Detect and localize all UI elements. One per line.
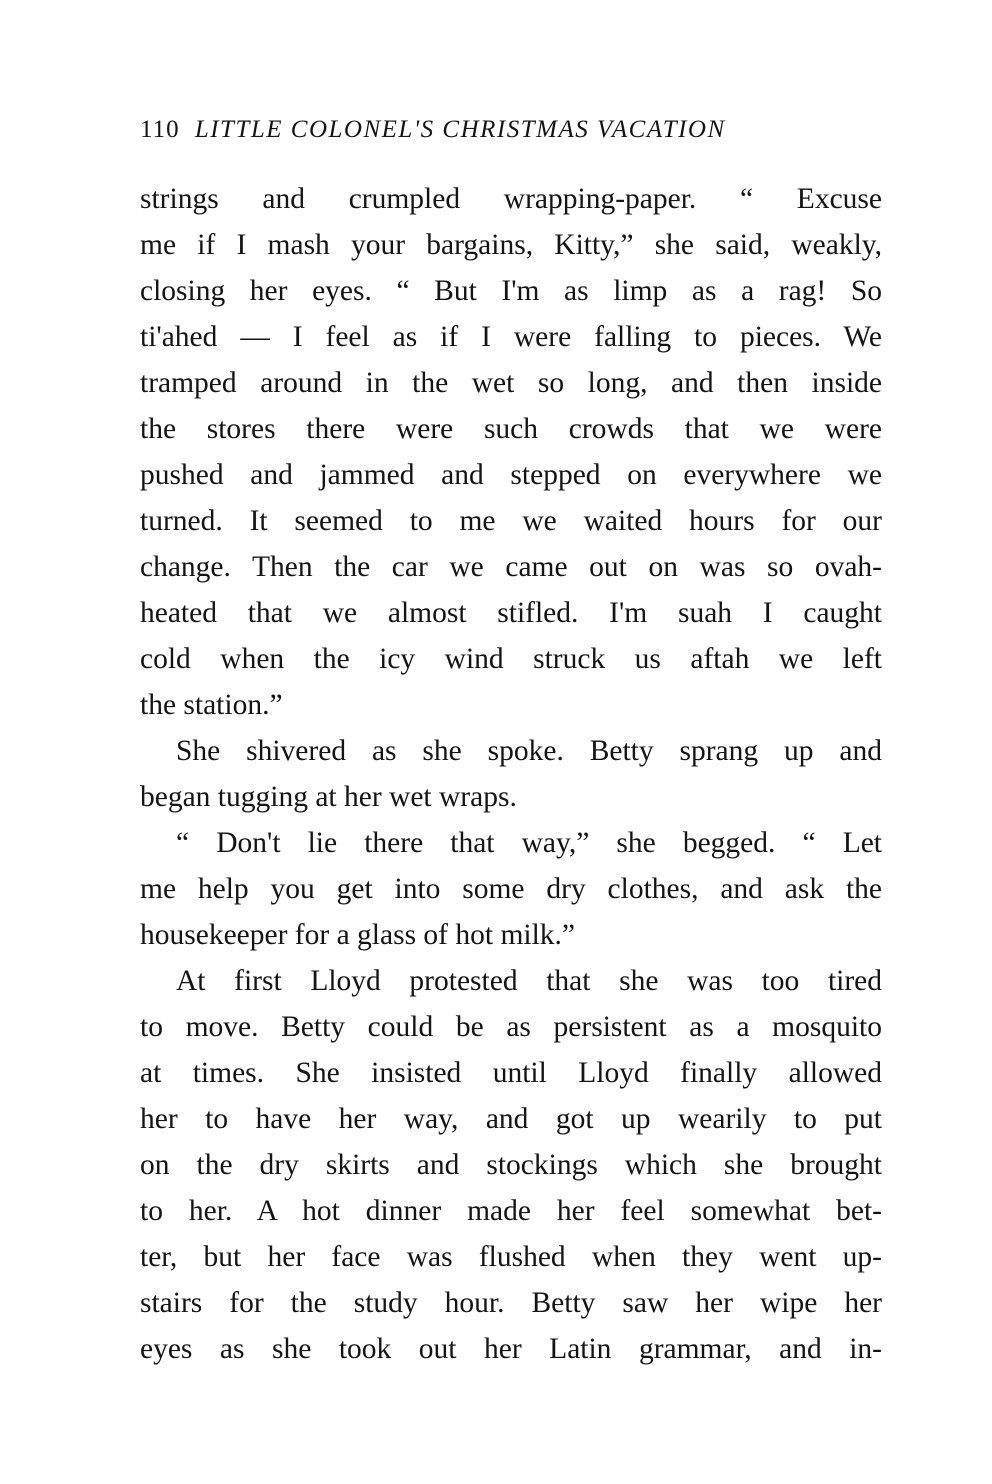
text-line: heated that we almost stifled. I'm suah I caught bbox=[140, 597, 882, 629]
text-line: the station.” bbox=[140, 689, 283, 721]
text-line: strings and crumpled wrapping-paper. “ Excuse bbox=[140, 183, 882, 215]
text-line: housekeeper for a glass of hot milk.” bbox=[140, 919, 575, 951]
text-line: “ Don't lie there that way,” she begged. “ Let bbox=[176, 827, 882, 859]
text-line: her to have her way, and got up wearily to put bbox=[140, 1103, 882, 1135]
page-header bbox=[140, 114, 880, 146]
text-line: ter, but her face was flushed when they went up- bbox=[140, 1241, 882, 1273]
text-line: cold when the icy wind struck us aftah we left bbox=[140, 643, 882, 675]
text-line: on the dry skirts and stockings which she brought bbox=[140, 1149, 882, 1181]
text-line: closing her eyes. “ But I'm as limp as a rag! So bbox=[140, 275, 882, 307]
text-line: ti'ahed — I feel as if I were falling to pieces. We bbox=[140, 321, 882, 353]
text-line: stairs for the study hour. Betty saw her wipe her bbox=[140, 1287, 882, 1319]
text-line: She shivered as she spoke. Betty sprang up and bbox=[176, 735, 882, 767]
text-line: eyes as she took out her Latin grammar, and in- bbox=[140, 1333, 882, 1365]
text-line: to move. Betty could be as persistent as a mosquito bbox=[140, 1011, 882, 1043]
page-number: 110 bbox=[140, 116, 180, 143]
text-line: tramped around in the wet so long, and then inside bbox=[140, 367, 882, 399]
running-title: LITTLE COLONEL'S CHRISTMAS VACATION bbox=[194, 116, 726, 143]
text-line: at times. She insisted until Lloyd finally allowed bbox=[140, 1057, 882, 1089]
text-line: turned. It seemed to me we waited hours for our bbox=[140, 505, 882, 537]
text-line: the stores there were such crowds that we were bbox=[140, 413, 882, 445]
text-line: me help you get into some dry clothes, and ask the bbox=[140, 873, 882, 905]
text-line: began tugging at her wet wraps. bbox=[140, 781, 517, 813]
text-line: At first Lloyd protested that she was too tired bbox=[176, 965, 882, 997]
text-line: to her. A hot dinner made her feel somewhat bet- bbox=[140, 1195, 882, 1227]
text-line: pushed and jammed and stepped on everywhere we bbox=[140, 459, 882, 491]
text-line: change. Then the car we came out on was so ovah- bbox=[140, 551, 882, 583]
text-line: me if I mash your bargains, Kitty,” she said, weakly, bbox=[140, 229, 882, 261]
